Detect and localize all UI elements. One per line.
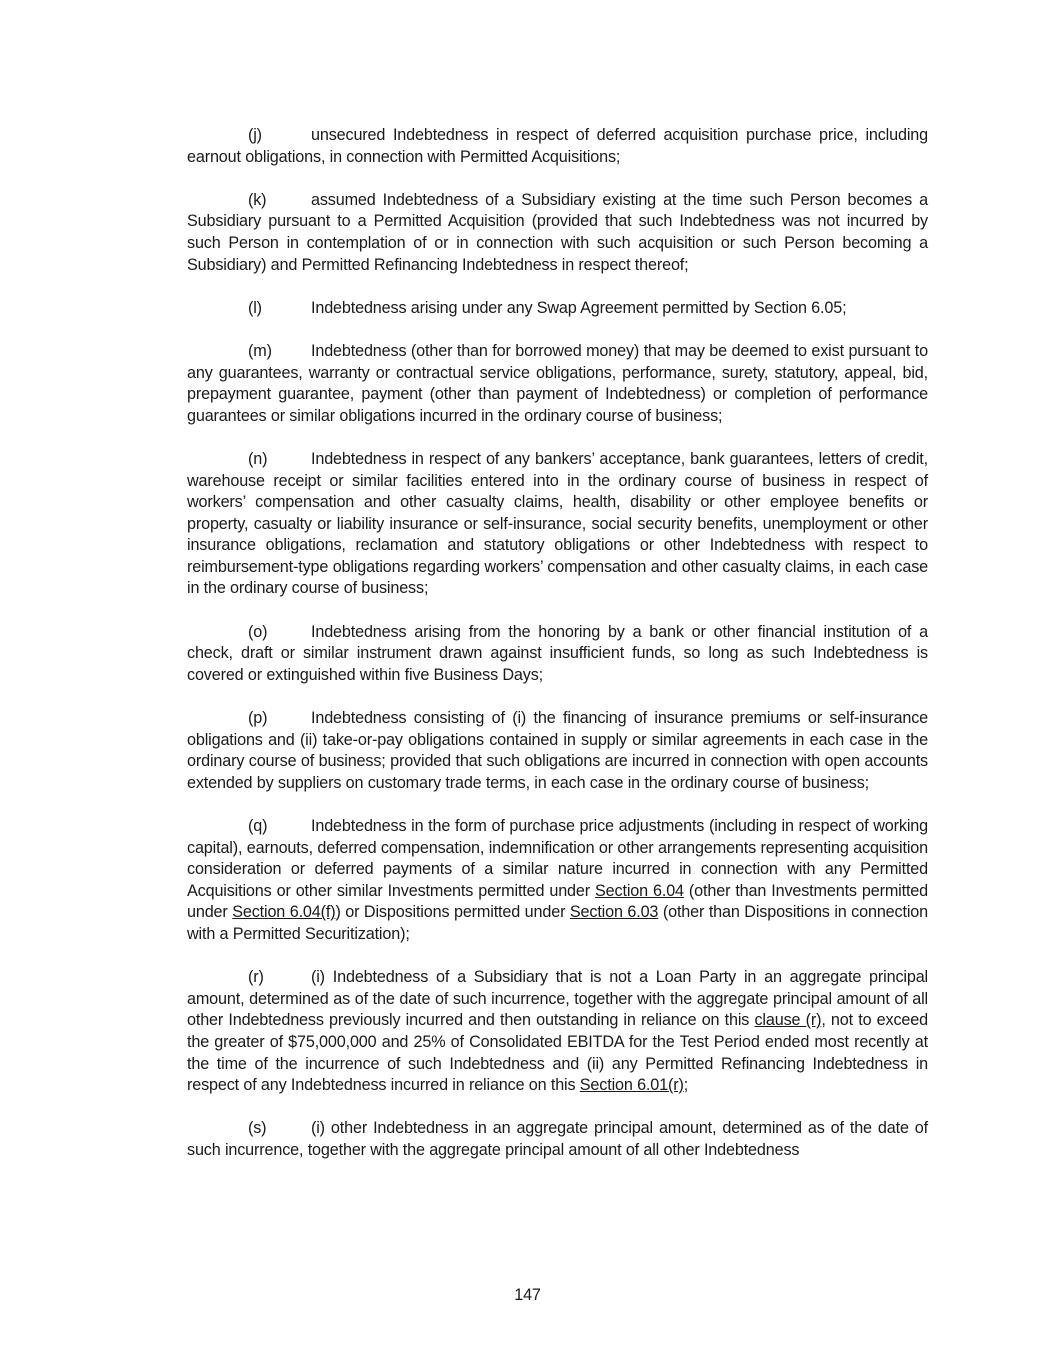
clause-label: (r) [248, 968, 264, 987]
clause-text: Indebtedness in respect of any bankers’ acceptance, bank guarantees, letters of credit, warehouse receipt or similar facilities entered into in the ordinary course of business in respect of workers’ compensation and other casualty claims, health, disability or other employee benefits or property, casualty or liability insurance or self-insurance, social security benefits, unemployment or other insurance obligations, reclamation and statutory obligations or other Indebtedness with respect to reimbursement-type obligations regarding workers’ compensation and other casualty claims, in each case in the ordinary course of business; [187, 449, 928, 598]
clause-text: Indebtedness arising under any Swap Agreement permitted by Section 6.05; [311, 298, 847, 317]
section-reference: Section 6.04(f) [232, 903, 336, 922]
clause-paragraph [187, 816, 928, 946]
clause-paragraph [187, 967, 928, 1097]
clause-paragraph [187, 1118, 928, 1161]
clause-label: (p) [248, 709, 268, 728]
clause-text: (i) other Indebtedness in an aggregate principal amount, determined as of the date of such incurrence, together with the aggregate principal amount of all other Indebtedness [187, 1119, 928, 1159]
clause-paragraph [187, 125, 928, 168]
clause-text: assumed Indebtedness of a Subsidiary existing at the time such Person becomes a Subsidiary pursuant to a Permitted Acquisition (provided that such Indebtedness was not incurred by such Person in contemplation of or in connection with such acquisition or such Person becoming a Subsidiary) and Permitted Refinancing Indebtedness in respect thereof; [187, 190, 928, 274]
section-reference: clause (r) [754, 1011, 822, 1030]
section-reference: Section 6.01(r) [579, 1076, 684, 1095]
clause-text: ; [683, 1076, 689, 1095]
clause-paragraph [187, 449, 928, 600]
clause-text: Indebtedness consisting of (i) the financing of insurance premiums or self-insurance obligations and (ii) take-or-pay obligations contained in supply or similar agreements in each case in the ordinary course of business; provided that such obligations are incurred in connection with open accounts extended by suppliers on customary trade terms, in each case in the ordinary course of business; [187, 709, 928, 792]
clause-paragraph [187, 341, 928, 427]
clause-label: (n) [248, 449, 268, 468]
clause-paragraph [187, 708, 928, 794]
clause-text: , not to exceed the greater of $75,000,000 and 25% of Consolidated EBITDA for the Test Period ended most recently at the time of the incurrence of such Indebtedness and (ii) any Permitted Refinancing Indebtedness in respect of any Indebtedness incurred in reliance on this [187, 1011, 928, 1095]
clause-text: Indebtedness in the form of purchase price adjustments (including in respect of working capital), earnouts, deferred compensation, indemnification or other arrangements representing acquisition consideration or deferred payments of a similar nature incurred in connection with any Permitted Acquisitions or other similar Investments permitted under [187, 817, 928, 900]
clause-label: (q) [248, 817, 268, 835]
page-number: 147 [514, 1286, 541, 1304]
clause-label: (l) [248, 298, 262, 317]
section-reference: Section 6.04 [595, 881, 684, 900]
clause-label: (m) [248, 341, 272, 360]
clause-text: ) or Dispositions permitted under [335, 903, 570, 922]
document-body [187, 125, 928, 1162]
clause-label: (o) [248, 622, 268, 641]
clause-label: (s) [248, 1119, 267, 1138]
clause-label: (k) [248, 190, 267, 209]
clause-text: (other than Investments permitted under [187, 881, 929, 922]
clause-text: unsecured Indebtedness in respect of deferred acquisition purchase price, including earnout obligations, in connection with Permitted Acquisitions; [187, 126, 928, 166]
clause-label: (j) [248, 126, 262, 144]
clause-paragraph [187, 190, 928, 276]
clause-paragraph [187, 298, 928, 320]
clause-text: (i) Indebtedness of a Subsidiary that is not a Loan Party in an aggregate principal amount, determined as of the date of such incurrence, together with the aggregate principal amount of all other Indebtedness previously incurred and then outstanding in reliance on this [187, 968, 928, 1030]
section-reference: Section 6.03 [569, 903, 659, 922]
clause-text: (other than Dispositions in connection with a Permitted Securitization); [187, 903, 928, 943]
clause-paragraph [187, 622, 928, 687]
clause-text: Indebtedness arising from the honoring by a bank or other financial institution of a check, draft or similar instrument drawn against insufficient funds, so long as such Indebtedness is covered or extinguished within five Business Days; [187, 622, 928, 684]
clause-text: Indebtedness (other than for borrowed money) that may be deemed to exist pursuant to any guarantees, warranty or contractual service obligations, performance, surety, statutory, appeal, bid, prepayment guarantee, payment (other than payment of Indebtedness) or completion of performance guarantees or similar obligations incurred in the ordinary course of business; [187, 341, 928, 425]
